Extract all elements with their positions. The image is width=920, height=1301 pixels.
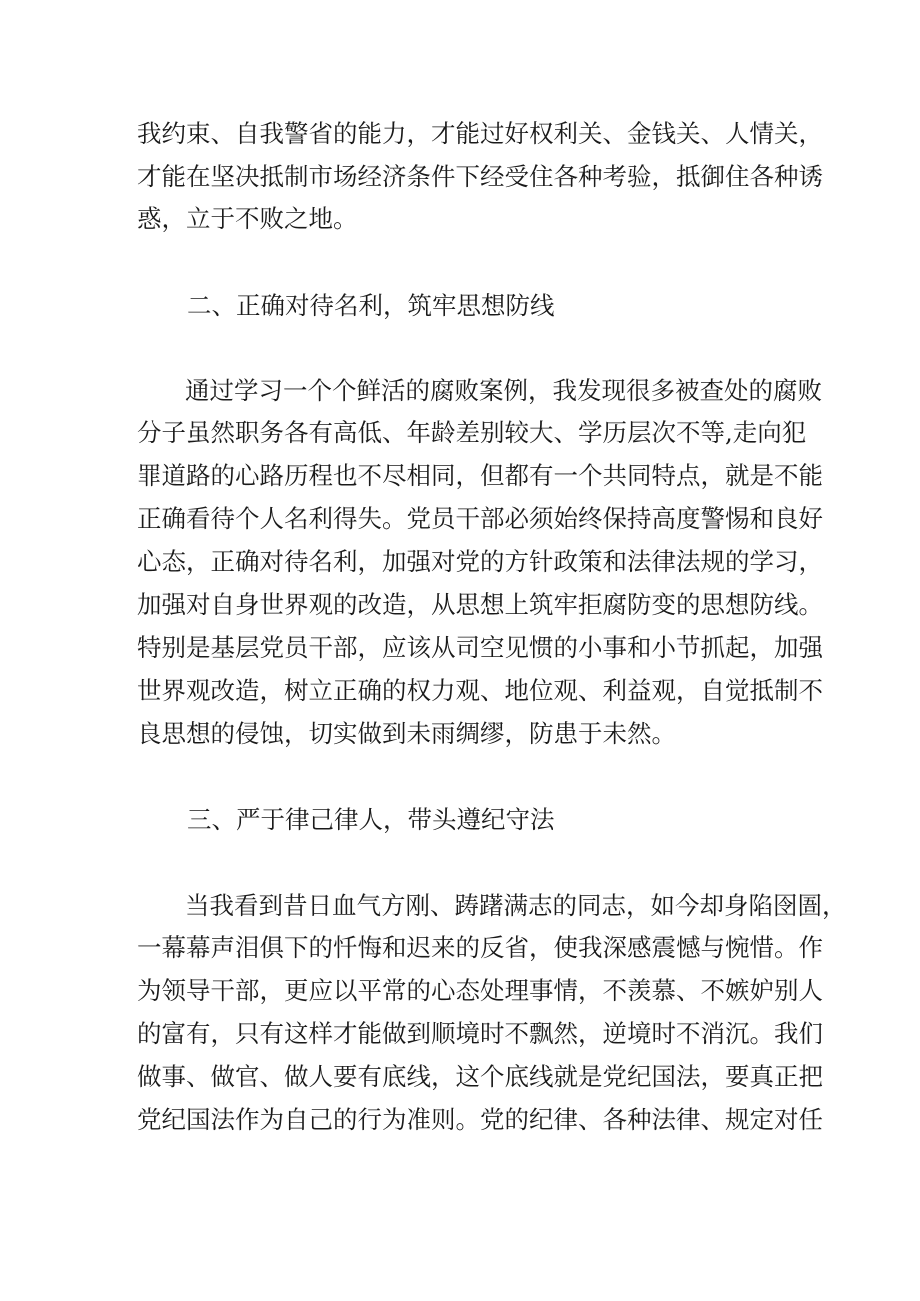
paragraph-3-line-3: 为领导干部，更应以平常的心态处理事情，不羡慕、不嫉妒别人	[137, 976, 823, 1005]
paragraph-3-line-4: 的富有，只有这样才能做到顺境时不飘然，逆境时不消沉。我们	[137, 1019, 823, 1048]
paragraph-2-line-2: 分子虽然职务各有高低、年龄差别较大、学历层次不等,走向犯	[137, 418, 807, 447]
paragraph-1-line-2: 才能在坚决抵制市场经济条件下经受住各种考验，抵御住各种诱	[137, 162, 823, 191]
paragraph-2-line-1: 通过学习一个个鲜活的腐败案例，我发现很多被查处的腐败	[185, 376, 822, 405]
paragraph-1-line-3: 惑，立于不败之地。	[137, 204, 358, 233]
paragraph-1-line-1: 我约束、自我警省的能力，才能过好权利关、金钱关、人情关，	[137, 119, 823, 148]
paragraph-2-line-3: 罪道路的心路历程也不尽相同，但都有一个共同特点，就是不能	[137, 461, 823, 490]
paragraph-3-line-6: 党纪国法作为自己的行为准则。党的纪律、各种法律、规定对任	[137, 1105, 823, 1134]
paragraph-2-line-4: 正确看待个人名利得失。党员干部必须始终保持高度警惕和良好	[137, 504, 823, 533]
paragraph-2-line-8: 世界观改造，树立正确的权力观、地位观、利益观，自觉抵制不	[137, 676, 823, 705]
paragraph-3-line-2: 一幕幕声泪俱下的忏悔和迟来的反省，使我深感震憾与惋惜。作	[137, 933, 823, 962]
paragraph-3-line-1: 当我看到昔日血气方刚、踌躇满志的同志，如今却身陷囹圄，	[185, 891, 847, 920]
paragraph-2-line-9: 良思想的侵蚀，切实做到未雨绸缪，防患于未然。	[137, 719, 676, 748]
section-heading-2: 二、正确对待名利，筑牢思想防线	[187, 291, 555, 320]
paragraph-2-line-5: 心态，正确对待名利，加强对党的方针政策和法律法规的学习，	[137, 547, 823, 576]
paragraph-2-line-7: 特别是基层党员干部，应该从司空见惯的小事和小节抓起，加强	[137, 633, 823, 662]
paragraph-2-line-6: 加强对自身世界观的改造，从思想上筑牢拒腐防变的思想防线。	[137, 590, 823, 619]
section-heading-3: 三、严于律己律人，带头遵纪守法	[187, 805, 555, 834]
paragraph-3-line-5: 做事、做官、做人要有底线，这个底线就是党纪国法，要真正把	[137, 1062, 823, 1091]
